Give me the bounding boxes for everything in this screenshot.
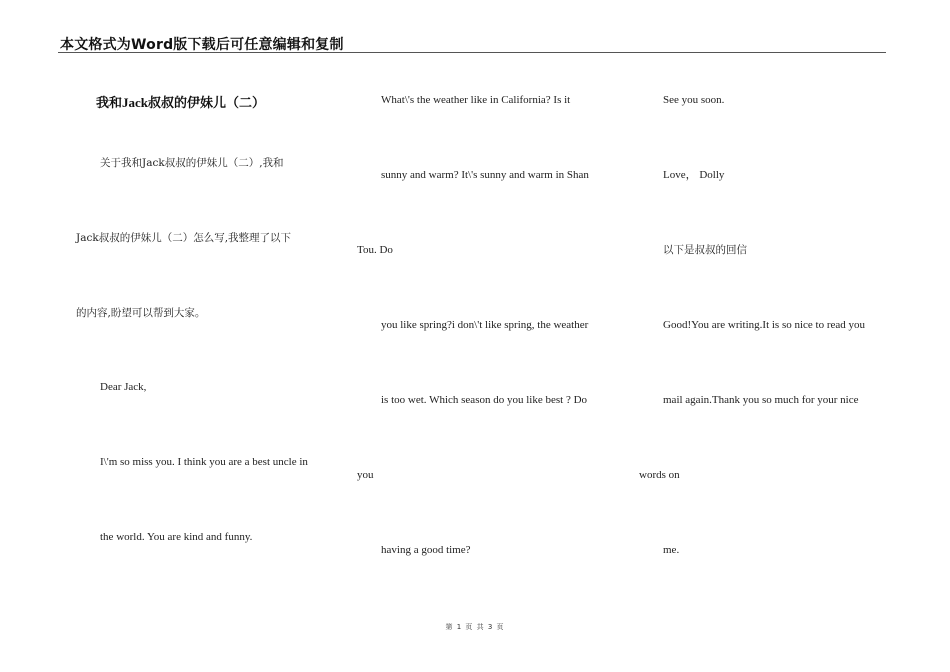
header-rule	[58, 52, 886, 53]
col1-line-3: 的内容,盼望可以帮到大家。	[76, 307, 206, 319]
page-number-footer: 第 1 页 共 3 页	[445, 623, 505, 631]
col3-line-5: mail again.Thank you so much for your nice	[663, 394, 859, 406]
document-header: 本文格式为Word版下载后可任意编辑和复制	[60, 37, 344, 53]
col2-line-5: is too wet. Which season do you like best ? Do	[381, 394, 588, 406]
col3-line-7: me.	[663, 544, 680, 556]
col3-line-4: Good!You are writing.It is so nice to read you	[663, 319, 866, 331]
col3-line-1: See you soon.	[663, 94, 725, 106]
col1-line-6: the world. You are kind and funny.	[100, 531, 253, 543]
col2-line-7: having a good time?	[381, 544, 471, 556]
col2-line-6: you	[357, 469, 374, 481]
col2-line-2: sunny and warm? It\'s sunny and warm in Shan	[381, 169, 589, 181]
col1-line-1: 关于我和Jack叔叔的伊妹儿（二）,我和	[100, 157, 284, 169]
col1-line-2: Jack叔叔的伊妹儿（二）怎么写,我整理了以下	[76, 232, 292, 244]
col3-line-3: 以下是叔叔的回信	[663, 244, 747, 256]
col3-line-2: Love， Dolly	[663, 169, 725, 181]
col2-line-4: you like spring?i don\'t like spring, the weather	[381, 319, 589, 331]
col2-line-3: Tou. Do	[357, 244, 393, 256]
col1-line-4: Dear Jack,	[100, 381, 147, 393]
col1-line-5: I\'m so miss you. I think you are a best uncle in	[100, 456, 308, 468]
col2-line-1: What\'s the weather like in California? Is it	[381, 94, 571, 106]
col3-line-6: words on	[639, 469, 680, 481]
document-title: 我和Jack叔叔的伊妹儿（二）	[96, 95, 266, 110]
